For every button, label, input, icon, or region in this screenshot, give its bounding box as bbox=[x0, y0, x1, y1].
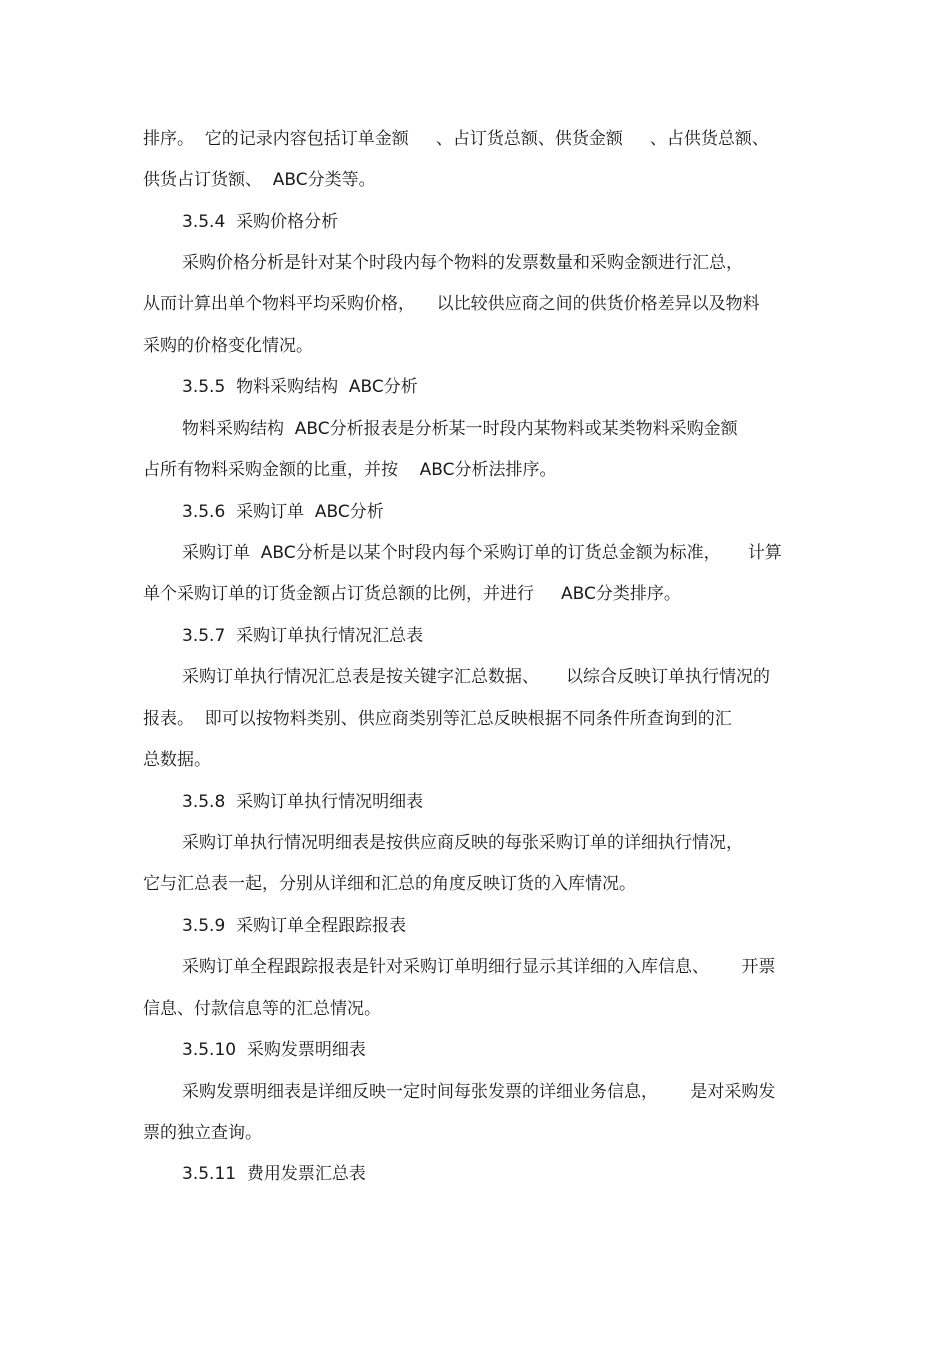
paragraph-line: 采购的价格变化情况。 bbox=[143, 336, 313, 356]
paragraph-line: 采购发票明细表是详细反映一定时间每张发票的详细业务信息， 是对采购发 bbox=[182, 1082, 776, 1102]
paragraph-line: 它与汇总表一起，分别从详细和汇总的角度反映订货的入库情况。 bbox=[143, 874, 636, 894]
section-heading-3-5-9: 3.5.9 采购订单全程跟踪报表 bbox=[182, 916, 407, 936]
paragraph-line: 排序。 它的记录内容包括订单金额 、占订货总额、供货金额 、占供货总额、 bbox=[143, 129, 769, 149]
paragraph-line: 总数据。 bbox=[143, 750, 211, 770]
paragraph-line: 物料采购结构 ABC分析报表是分析某一时段内某物料或某类物料采购金额 bbox=[182, 419, 738, 439]
section-heading-3-5-11: 3.5.11 费用发票汇总表 bbox=[182, 1164, 366, 1184]
paragraph-line: 采购订单全程跟踪报表是针对采购订单明细行显示其详细的入库信息、 开票 bbox=[182, 957, 776, 977]
paragraph-line: 信息、付款信息等的汇总情况。 bbox=[143, 999, 381, 1019]
paragraph-line: 采购价格分析是针对某个时段内每个物料的发票数量和采购金额进行汇总， bbox=[182, 253, 743, 273]
paragraph-line: 从而计算出单个物料平均采购价格， 以比较供应商之间的供货价格差异以及物料 bbox=[143, 294, 760, 314]
section-heading-3-5-5: 3.5.5 物料采购结构 ABC分析 bbox=[182, 377, 418, 397]
section-heading-3-5-8: 3.5.8 采购订单执行情况明细表 bbox=[182, 792, 424, 812]
section-heading-3-5-10: 3.5.10 采购发票明细表 bbox=[182, 1040, 366, 1060]
paragraph-line: 单个采购订单的订货金额占订货总额的比例，并进行 ABC分类排序。 bbox=[143, 584, 681, 604]
section-heading-3-5-4: 3.5.4 采购价格分析 bbox=[182, 212, 339, 232]
paragraph-line: 采购订单执行情况明细表是按供应商反映的每张采购订单的详细执行情况， bbox=[182, 833, 743, 853]
paragraph-line: 报表。 即可以按物料类别、供应商类别等汇总反映根据不同条件所查询到的汇 bbox=[143, 709, 732, 729]
paragraph-line: 票的独立查询。 bbox=[143, 1123, 262, 1143]
paragraph-line: 供货占订货额、 ABC分类等。 bbox=[143, 170, 376, 190]
paragraph-line: 采购订单 ABC分析是以某个时段内每个采购订单的订货总金额为标准， 计算 bbox=[182, 543, 782, 563]
section-heading-3-5-7: 3.5.7 采购订单执行情况汇总表 bbox=[182, 626, 424, 646]
section-heading-3-5-6: 3.5.6 采购订单 ABC分析 bbox=[182, 502, 384, 522]
paragraph-line: 占所有物料采购金额的比重，并按 ABC分析法排序。 bbox=[143, 460, 557, 480]
paragraph-line: 采购订单执行情况汇总表是按关键字汇总数据、 以综合反映订单执行情况的 bbox=[182, 667, 771, 687]
